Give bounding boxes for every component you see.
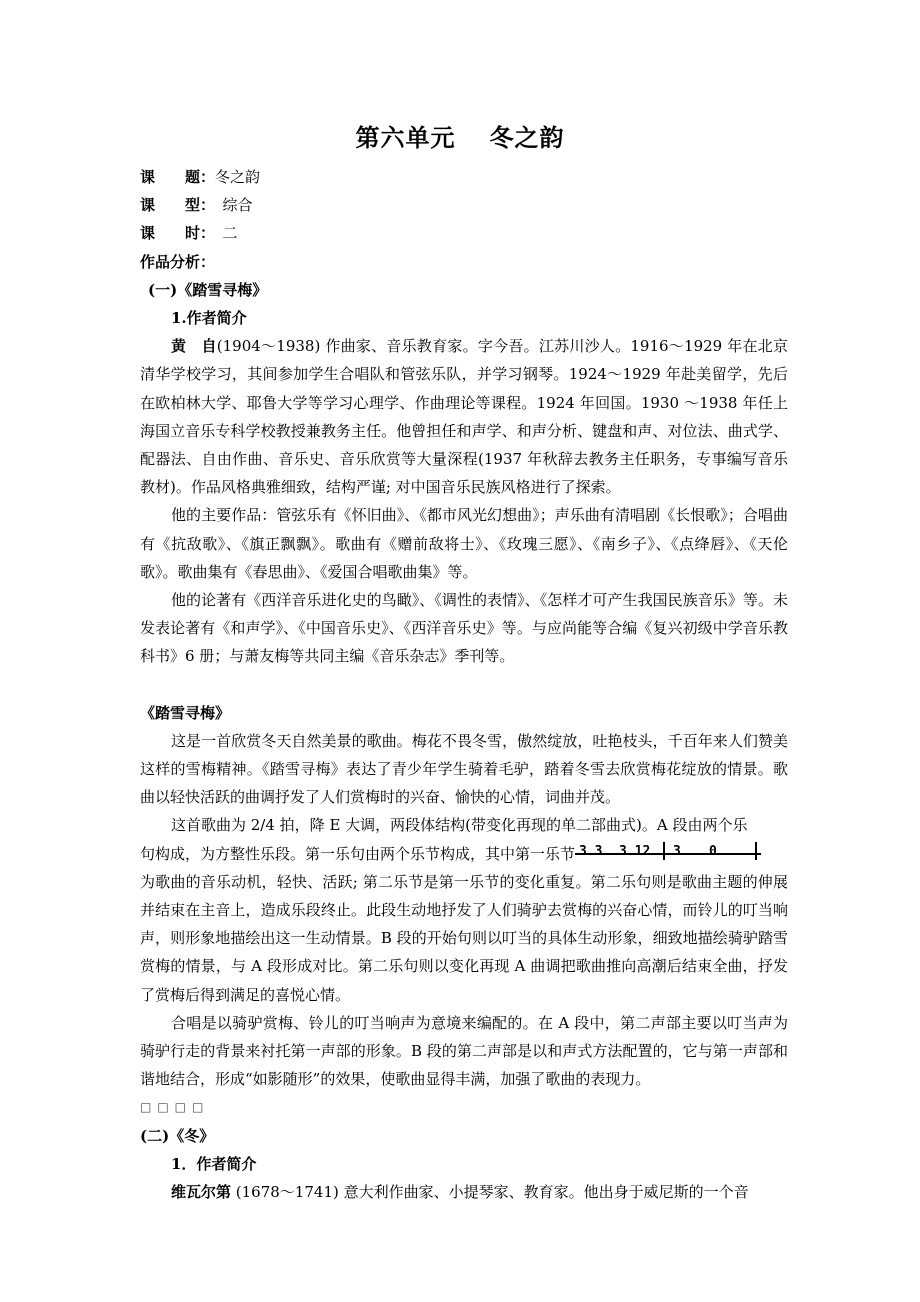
notation-note: 3 [673,843,681,859]
notation-note: 3 3 [579,843,603,859]
writings-paragraph: 他的论著有《西洋音乐进化史的鸟瞰》、《调性的表情》、《怎样才可产生我国民族音乐》等。未发表论著有《和声学》、《中国音乐史》、《西洋音乐史》等。与应尚能等合编《复兴初级中学音乐教科书》6 册；与萧友梅等共同主编《音乐杂志》季刊等。 [140,590,788,666]
author-bio-paragraph [140,1178,788,1206]
meta-key: 课 题： [140,168,216,186]
section-heading: (一)《踏雪寻梅》 [148,280,268,299]
author-name: 黄 自 [171,337,217,356]
meta-value: 综合 [207,196,253,215]
meta-key: 课 时： [140,224,208,243]
subsection-heading: 1.作者简介 [171,308,247,327]
meta-row-hours [140,219,788,247]
title-main: 第六单元 [355,124,456,152]
analysis-line-2-text: 句构成，为方整性乐段。第一乐句由两个乐节构成，其中第一乐节 [140,844,576,863]
author-bio-text: (1678～1741) 意大利作曲家、小提琴家、教育家。他出身于威尼斯的一个音 [231,1182,749,1201]
analysis-heading: 作品分析： [140,252,216,271]
analysis-line-2 [140,840,788,868]
document-body [140,163,788,1206]
meta-value: 冬之韵 [215,168,261,186]
analysis-paragraph-rest: 为歌曲的音乐动机，轻快、活跃; 第二乐节是第一乐节的变化重复。第二乐句则是歌曲主题的伸展并结束在主音上，造成乐段终止。此段生动地抒发了人们骑驴去赏梅的兴奋心情，而铃儿的叮当响声，则形象地描绘出这一生动情景。B 段的开始句则以叮当的具体生动形象，细致地描绘骑驴踏雪赏梅的情景，与 A 段形成对比。第二乐句则以变化再现 A 曲调把歌曲推向高潮后结束全曲，抒发了赏梅后得到满足的喜悦心情。 [140,872,788,1004]
missing-glyph-boxes: □□□□ [140,1100,210,1115]
subsection-heading: 1．作者简介 [171,1154,257,1173]
author-bio-text: (1904～1938) 作曲家、音乐教育家。字今吾。江苏川沙人。1916～1929 年在北京清华学校学习，其间参加学生合唱队和管弦乐队，并学习钢琴。1924～1929 年赴美留学，先后在欧柏林大学、耶鲁大学等学习心理学、作曲理论等课程。1924 年回国。1930 ～1938 年任上海国立音乐专科学校教授兼教务主任。他曾担任和声学、和声分析、键盘和声、对位法、曲式学、配器法、自由作曲、音乐史、音乐欣赏等大量深程(1937 年秋辞去教务主任职务，专事编写音乐教材)。作品风格典雅细致，结构严谨; 对中国音乐民族风格进行了探索。 [140,337,788,497]
page-title [0,118,920,153]
music-notation-motif [575,842,761,862]
title-sub: 冬之韵 [489,124,565,152]
notation-note: 0 [709,843,717,859]
section-heading: (二)《冬》 [140,1126,215,1145]
author-bio-paragraph [140,332,788,501]
author-name: 维瓦尔第 [171,1182,232,1201]
meta-row-topic [140,163,788,191]
meta-row-type [140,191,788,219]
works-paragraph: 他的主要作品：管弦乐有《怀旧曲》、《都市风光幻想曲》；声乐曲有清唱剧《长恨歌》；合唱曲有《抗敌歌》、《旗正飘飘》。歌曲有《赠前敌将士》、《玫瑰三愿》、《南乡子》、《点绛唇》、《天伦歌》。歌曲集有《春思曲》、《爱国合唱歌曲集》等。 [140,506,788,581]
notation-note: 3 12 [619,843,651,859]
chorus-paragraph: 合唱是以骑驴赏梅、铃儿的叮当响声为意境来编配的。在 A 段中，第二声部主要以叮当声为骑驴行走的背景来衬托第一声部的形象。B 段的第二声部是以和声式方法配置的，它与第一声部和谐地结合，形成“如影随形”的效果，使歌曲显得丰满，加强了歌曲的表现力。 [140,1013,788,1089]
meta-key: 课 型： [140,196,208,215]
analysis-line-1: 这首歌曲为 2/4 拍，降 E 大调，两段体结构(带变化再现的单二部曲式)。A 段由两个乐 [171,816,748,835]
meta-value: 二 [207,224,238,243]
song-heading: 《踏雪寻梅》 [140,703,231,722]
song-intro-paragraph: 这是一首欣赏冬天自然美景的歌曲。梅花不畏冬雪，傲然绽放，吐艳枝头，千百年来人们赞美这样的雪梅精神。《踏雪寻梅》表达了青少年学生骑着毛驴，踏着冬雪去欣赏梅花绽放的情景。歌曲以轻快活跃的曲调抒发了人们赏梅时的兴奋、愉快的心情，词曲并茂。 [140,731,788,807]
